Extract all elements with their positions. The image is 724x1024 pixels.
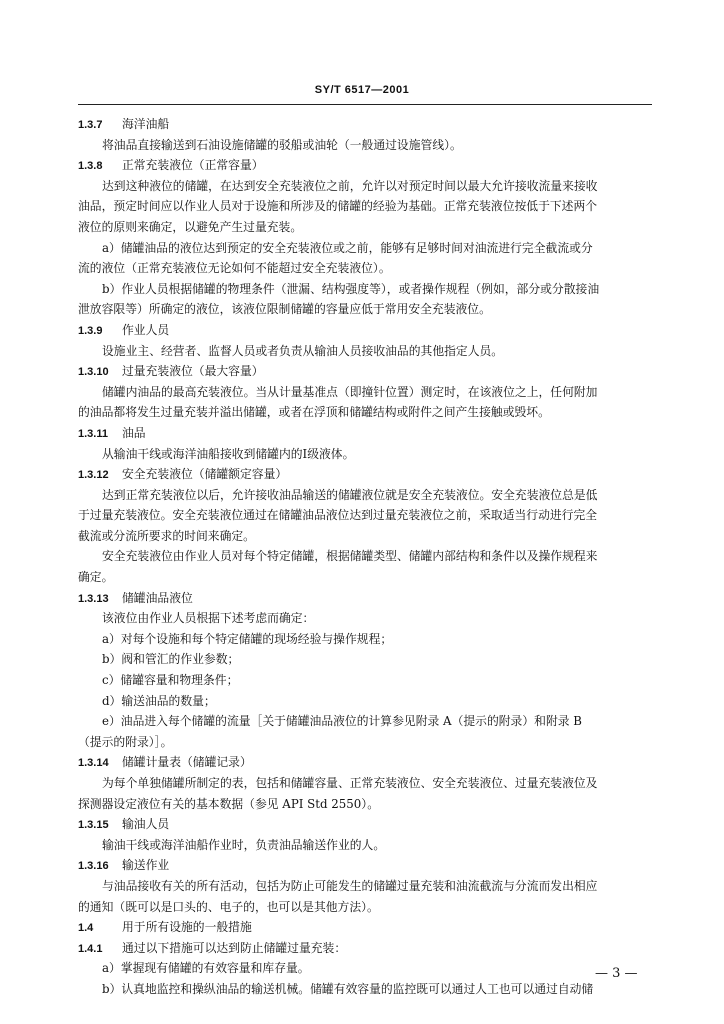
text-line: 确定。 [78, 570, 114, 585]
section-title: 安全充装液位（储罐额定容量） [122, 467, 288, 482]
text-line: b）阀和管汇的作业参数； [102, 652, 240, 667]
text-line: 探测器设定液位有关的基本数据（参见 API Std 2550）。 [78, 796, 380, 811]
text-line: 的通知（既可以是口头的、电子的，也可以是其他方法）。 [78, 899, 379, 914]
section-title: 油品 [122, 425, 146, 440]
section-title: 海洋油船 [122, 117, 170, 131]
section-title: 用于所有设施的一般措施 [122, 920, 252, 935]
section-title: 过量充装液位（最大容量） [122, 364, 264, 379]
section-heading [78, 752, 652, 773]
text-line: 该液位由作业人员根据下述考虑而确定： [102, 611, 315, 626]
section-heading [78, 938, 652, 959]
text-line: 从输油干线或海洋油船接收到储罐内的Ⅰ级液体。 [102, 446, 355, 461]
section-number: 1.3.11 [78, 427, 108, 440]
text-line: 达到这种液位的储罐，在达到安全充装液位之前，允许以对预定时间以最大允许接收流量来接收 [102, 178, 598, 193]
text-line: 设施业主、经营者、监督人员或者负责从输油人员接收油品的其他指定人员。 [102, 343, 504, 358]
page-header-standard-code: SY/T 6517—2001 [314, 84, 410, 96]
section-number: 1.4 [78, 922, 94, 935]
section-heading [78, 361, 652, 382]
section-heading [78, 423, 652, 444]
text-line: （提示的附录）］。 [78, 734, 173, 749]
text-line: 与油品接收有关的所有活动，包括为防止可能发生的储罐过量充装和油流截流与分流而发出相应 [102, 878, 598, 893]
section-heading [78, 814, 652, 835]
text-line: 泄放容限等）所确定的液位，该液位限制储罐的容量应低于常用安全充装液位。 [78, 302, 491, 317]
section-heading [78, 114, 652, 135]
text-line: 输油干线或海洋油船作业时，负责油品输送作业的人。 [102, 837, 386, 852]
text-line: e）油品进入每个储罐的流量［关于储罐油品液位的计算参见附录 A（提示的附录）和附录 B [102, 714, 582, 729]
document-body [78, 114, 652, 1000]
text-line: 的油品都将发生过量充装并溢出储罐，或者在浮顶和储罐结构或附件之间产生接触或毁坏。 [78, 405, 550, 420]
section-heading [78, 588, 652, 609]
text-line: 流的液位（正常充装液位无论如何不能超过安全充装液位）。 [78, 261, 391, 276]
text-line: a）对每个设施和每个特定储罐的现场经验与操作规程； [102, 631, 393, 646]
section-heading [78, 155, 652, 176]
section-number: 1.3.13 [78, 592, 109, 605]
section-heading [78, 464, 652, 485]
text-line: b）作业人员根据储罐的物理条件（泄漏、结构强度等），或者操作规程（例如，部分或分散接油 [102, 281, 600, 296]
text-line: b）认真地监控和操纵油品的输送机械。储罐有效容量的监控既可以通过人工也可以通过自动储 [102, 981, 594, 996]
text-line: a）掌握现有储罐的有效容量和库存量。 [102, 961, 310, 976]
section-title: 正常充装液位（正常容量） [122, 158, 264, 173]
section-title: 通过以下措施可以达到防止储罐过量充装： [122, 940, 347, 955]
section-title: 储罐油品液位 [122, 590, 193, 605]
section-number: 1.3.16 [78, 860, 109, 873]
text-line: 达到正常充装液位以后，允许接收油品输送的储罐液位就是安全充装液位。安全充装液位总是低 [102, 487, 598, 502]
text-line: 安全充装液位由作业人员对每个特定储罐，根据储罐类型、储罐内部结构和条件以及操作规程来 [102, 549, 598, 564]
text-line: 储罐内油品的最高充装液位。当从计量基准点（即撞针位置）测定时，在该液位之上，任何附加 [102, 384, 598, 399]
section-title: 储罐计量表（储罐记录） [122, 755, 252, 770]
text-line: 为每个单独储罐所制定的表，包括和储罐容量、正常充装液位、安全充装液位、过量充装液位及 [102, 776, 598, 790]
section-title: 作业人员 [122, 322, 170, 337]
text-line: 于过量充装液位。安全充装液位通过在储罐油品液位达到过量充装液位之前，采取适当行动进行完全 [78, 508, 598, 523]
section-heading [78, 320, 652, 341]
section-number: 1.3.7 [78, 119, 103, 131]
section-number: 1.3.10 [78, 366, 109, 379]
text-line: 油品，预定时间应以作业人员对于设施和所涉及的储罐的经验为基础。正常充装液位按低于下述两个 [78, 199, 598, 214]
section-number: 1.3.9 [78, 324, 103, 337]
section-heading [78, 917, 652, 938]
section-number: 1.3.15 [78, 819, 109, 832]
text-line: c）储罐容量和物理条件； [102, 673, 239, 688]
text-line: a）储罐油品的液位达到预定的安全充装液位或之前，能够有足够时间对油流进行完全截流或分 [102, 240, 593, 255]
header-rule [78, 104, 652, 105]
section-heading [78, 855, 652, 876]
page-number: — 3 — [595, 966, 638, 981]
text-line: 截流或分流所要求的时间来确定。 [78, 528, 255, 543]
text-line: 将油品直接输送到石油设施储罐的驳船或油轮（一般通过设施管线）。 [102, 137, 462, 152]
section-number: 1.3.8 [78, 160, 103, 173]
section-number: 1.3.12 [78, 469, 109, 482]
section-number: 1.3.14 [78, 757, 109, 770]
text-line: d）输送油品的数量； [102, 693, 216, 708]
section-number: 1.4.1 [78, 942, 103, 955]
section-title: 输油人员 [122, 817, 170, 832]
text-line: 液位的原则来确定，以避免产生过量充装。 [78, 219, 303, 234]
section-title: 输送作业 [122, 858, 170, 873]
